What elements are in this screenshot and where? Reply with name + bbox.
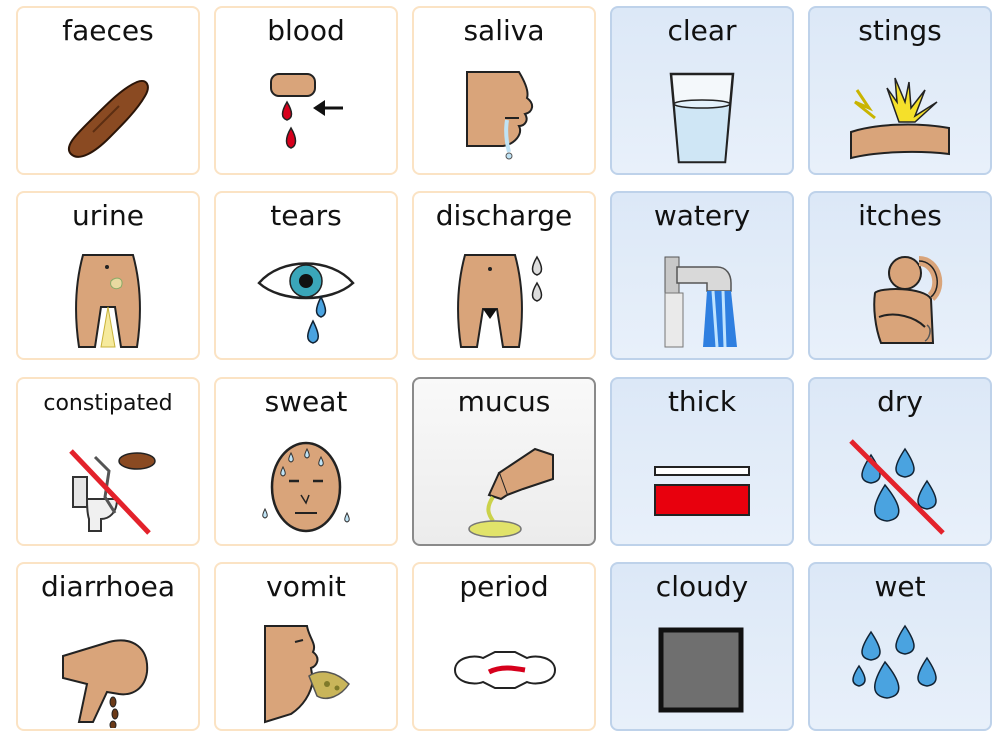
blood-drip-icon xyxy=(251,62,361,172)
cell-urine[interactable] xyxy=(16,191,200,360)
cell-period[interactable] xyxy=(412,562,596,731)
cell-label: sweat xyxy=(264,385,348,418)
cell-label: diarrhoea xyxy=(40,570,175,603)
cell-label: vomit xyxy=(266,570,346,603)
cell-clear[interactable] xyxy=(610,6,794,175)
cell-label: watery xyxy=(653,199,751,232)
sweating-face-icon xyxy=(251,433,361,543)
cell-label: mucus xyxy=(457,385,551,418)
cell-itches[interactable] xyxy=(808,191,992,360)
cell-label: constipated xyxy=(43,391,173,416)
glass-of-water-icon xyxy=(647,62,757,172)
cell-wet[interactable] xyxy=(808,562,992,731)
cell-label: saliva xyxy=(463,14,545,47)
cell-label: tears xyxy=(270,199,342,232)
scratching-person-icon xyxy=(845,247,955,357)
drooling-mouth-icon xyxy=(449,62,559,172)
cell-diarrhoea[interactable] xyxy=(16,562,200,731)
cell-label: period xyxy=(459,570,549,603)
cell-label: wet xyxy=(874,570,926,603)
cell-label: itches xyxy=(858,199,942,232)
cell-label: faeces xyxy=(62,14,154,47)
sanitary-pad-icon xyxy=(449,618,559,728)
cell-label: discharge xyxy=(435,199,573,232)
cell-vomit[interactable] xyxy=(214,562,398,731)
cell-label: clear xyxy=(667,14,737,47)
cell-dry[interactable] xyxy=(808,377,992,546)
cell-cloudy[interactable] xyxy=(610,562,794,731)
crying-eye-icon xyxy=(251,247,361,357)
vomiting-person-icon xyxy=(251,618,361,728)
cell-blood[interactable] xyxy=(214,6,398,175)
vaginal-discharge-icon xyxy=(449,247,559,357)
cell-label: stings xyxy=(858,14,942,47)
cell-label: blood xyxy=(267,14,345,47)
cell-label: thick xyxy=(667,385,737,418)
cell-saliva[interactable] xyxy=(412,6,596,175)
thick-layer-icon xyxy=(647,433,757,543)
mucus-hand-icon xyxy=(449,433,559,543)
cell-stings[interactable] xyxy=(808,6,992,175)
no-toilet-icon xyxy=(53,433,163,543)
cell-sweat[interactable] xyxy=(214,377,398,546)
water-drops-icon xyxy=(845,618,955,728)
cell-discharge[interactable] xyxy=(412,191,596,360)
diarrhoea-icon xyxy=(53,618,163,728)
cell-thick[interactable] xyxy=(610,377,794,546)
running-tap-icon xyxy=(647,247,757,357)
cell-constipated[interactable] xyxy=(16,377,200,546)
cell-tears[interactable] xyxy=(214,191,398,360)
cell-label: cloudy xyxy=(655,570,749,603)
faeces-icon xyxy=(53,62,163,172)
grey-square-icon xyxy=(647,618,757,728)
cell-faeces[interactable] xyxy=(16,6,200,175)
no-water-drops-icon xyxy=(845,433,955,543)
stinging-arm-icon xyxy=(845,62,955,172)
cell-label: urine xyxy=(71,199,144,232)
cell-mucus[interactable] xyxy=(412,377,596,546)
cell-label: dry xyxy=(877,385,923,418)
cell-watery[interactable] xyxy=(610,191,794,360)
urine-icon xyxy=(53,247,163,357)
